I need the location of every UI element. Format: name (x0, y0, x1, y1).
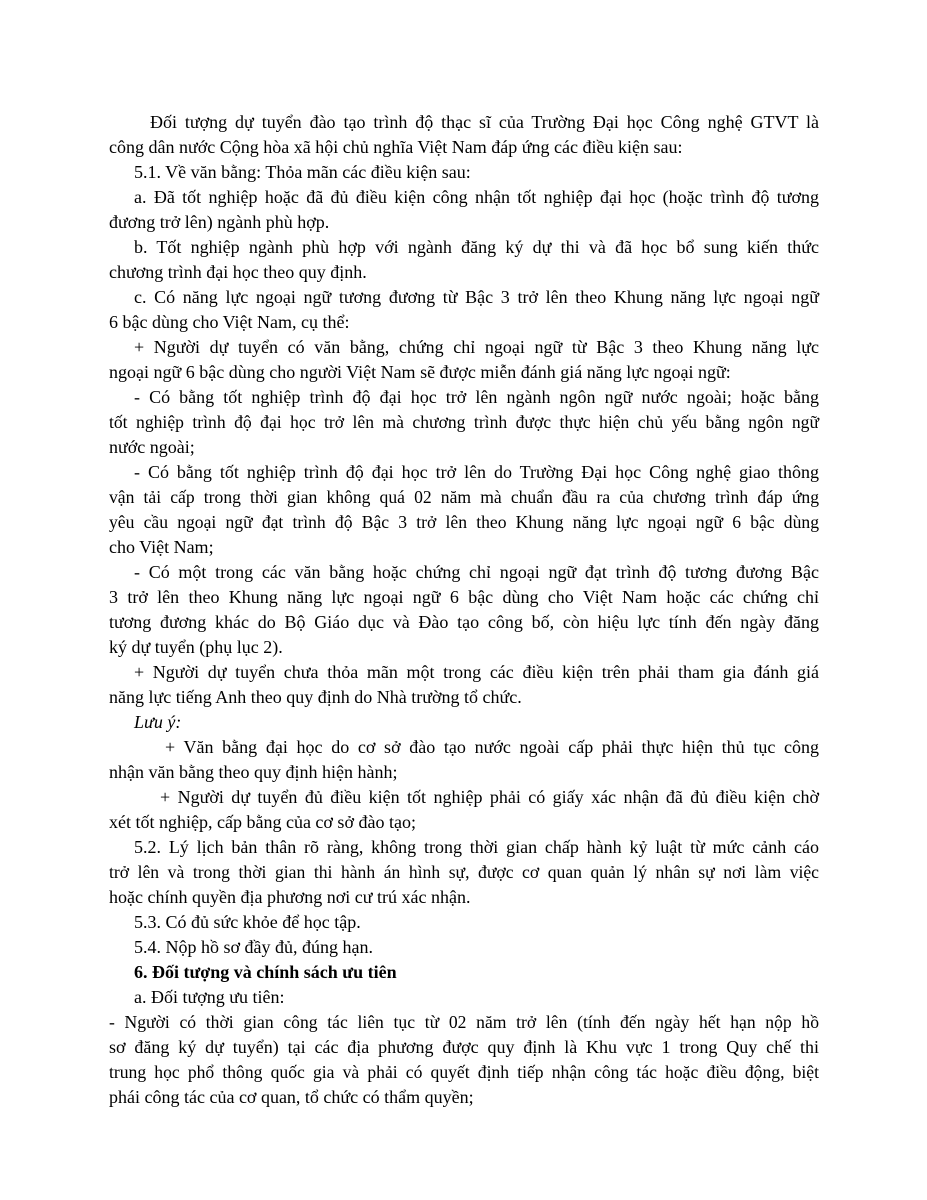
priority-item-line: phái công tác của cơ quan, tổ chức có thẩm quyền; (109, 1087, 474, 1107)
section-5-1-heading: 5.1. Về văn bằng: Thỏa mãn các điều kiện sau: (134, 162, 471, 182)
priority-item-line: sơ đăng ký dự tuyển) tại các địa phương được quy định là Khu vực 1 trong Quy chế thi (109, 1037, 819, 1057)
section-5-3-line: 5.3. Có đủ sức khỏe để học tập. (134, 912, 361, 932)
bullet-utt-degree-line: vận tải cấp trong thời gian không quá 02 năm mà chuẩn đầu ra của chương trình đáp ứng (109, 487, 819, 507)
paragraph-intro-line: công dân nước Cộng hòa xã hội chủ nghĩa Việt Nam đáp ứng các điều kiện sau: (109, 137, 683, 157)
exemption-line: + Người dự tuyển có văn bằng, chứng chỉ ngoại ngữ từ Bậc 3 theo Khung năng lực (134, 337, 819, 357)
bullet-utt-degree-line: - Có bằng tốt nghiệp trình độ đại học trở lên do Trường Đại học Công nghệ giao thông (134, 462, 819, 482)
bullet-certificate-line: 3 trở lên theo Khung năng lực ngoại ngữ 6 bậc dùng cho Việt Nam hoặc các chứng chỉ (109, 587, 819, 607)
section-5-2-line: hoặc chính quyền địa phương nơi cư trú xác nhận. (109, 887, 471, 907)
item-a-line: đương trở lên) ngành phù hợp. (109, 212, 330, 232)
bullet-utt-degree-line: yêu cầu ngoại ngữ đạt trình độ Bậc 3 trở lên theo Khung năng lực ngoại ngữ 6 bậc dùng (109, 512, 819, 532)
bullet-foreign-degree-line: - Có bằng tốt nghiệp trình độ đại học trở lên ngành ngôn ngữ nước ngoài; hoặc bằng (134, 387, 819, 407)
assessment-line: + Người dự tuyển chưa thỏa mãn một trong các điều kiện trên phải tham gia đánh giá (134, 662, 819, 682)
bullet-certificate-line: ký dự tuyển (phụ lục 2). (109, 637, 283, 657)
note-item-line: nhận văn bằng theo quy định hiện hành; (109, 762, 398, 782)
exemption-line: ngoại ngữ 6 bậc dùng cho người Việt Nam sẽ được miễn đánh giá năng lực ngoại ngữ: (109, 362, 731, 382)
section-5-4-line: 5.4. Nộp hồ sơ đầy đủ, đúng hạn. (134, 937, 374, 957)
note-item-line: + Văn bằng đại học do cơ sở đào tạo nước ngoài cấp phải thực hiện thủ tục công (165, 737, 819, 757)
section-5-2-line: 5.2. Lý lịch bản thân rõ ràng, không trong thời gian chấp hành kỷ luật từ mức cảnh cáo (134, 837, 819, 857)
bullet-certificate-line: tương đương khác do Bộ Giáo dục và Đào tạo công bố, còn hiệu lực tính đến ngày đăng (109, 612, 819, 632)
item-b-line: chương trình đại học theo quy định. (109, 262, 367, 282)
item-c-line: c. Có năng lực ngoại ngữ tương đương từ Bậc 3 trở lên theo Khung năng lực ngoại ngữ (134, 287, 819, 307)
section-6-subheading: a. Đối tượng ưu tiên: (134, 987, 285, 1007)
assessment-line: năng lực tiếng Anh theo quy định do Nhà trường tổ chức. (109, 687, 522, 707)
note-item-line: xét tốt nghiệp, cấp bằng của cơ sở đào tạo; (109, 812, 416, 832)
section-5-2-line: trở lên và trong thời gian thi hành án hình sự, được cơ quan quản lý nhân sự nơi làm việc (109, 862, 819, 882)
bullet-certificate-line: - Có một trong các văn bằng hoặc chứng chỉ ngoại ngữ đạt trình độ tương đương Bậc (134, 562, 819, 582)
bullet-utt-degree-line: cho Việt Nam; (109, 537, 214, 557)
item-c-line: 6 bậc dùng cho Việt Nam, cụ thể: (109, 312, 350, 332)
paragraph-intro-line: Đối tượng dự tuyển đào tạo trình độ thạc sĩ của Trường Đại học Công nghệ GTVT là (150, 112, 819, 132)
item-a-line: a. Đã tốt nghiệp hoặc đã đủ điều kiện công nhận tốt nghiệp đại học (hoặc trình độ tương (134, 187, 819, 207)
priority-item-line: - Người có thời gian công tác liên tục từ 02 năm trở lên (tính đến ngày hết hạn nộp hồ (109, 1012, 819, 1032)
priority-item-line: trung học phổ thông quốc gia và phải có quyết định tiếp nhận công tác hoặc điều động, biệt (109, 1062, 819, 1082)
item-b-line: b. Tốt nghiệp ngành phù hợp với ngành đăng ký dự thi và đã học bổ sung kiến thức (134, 237, 819, 257)
section-6-heading: 6. Đối tượng và chính sách ưu tiên (134, 962, 397, 982)
bullet-foreign-degree-line: tốt nghiệp trình độ đại học trở lên mà chương trình được thực hiện chủ yếu bằng ngôn ngữ (109, 412, 819, 432)
note-item-line: + Người dự tuyển đủ điều kiện tốt nghiệp phải có giấy xác nhận đã đủ điều kiện chờ (160, 787, 819, 807)
bullet-foreign-degree-line: nước ngoài; (109, 437, 195, 457)
note-label: Lưu ý: (134, 712, 182, 732)
